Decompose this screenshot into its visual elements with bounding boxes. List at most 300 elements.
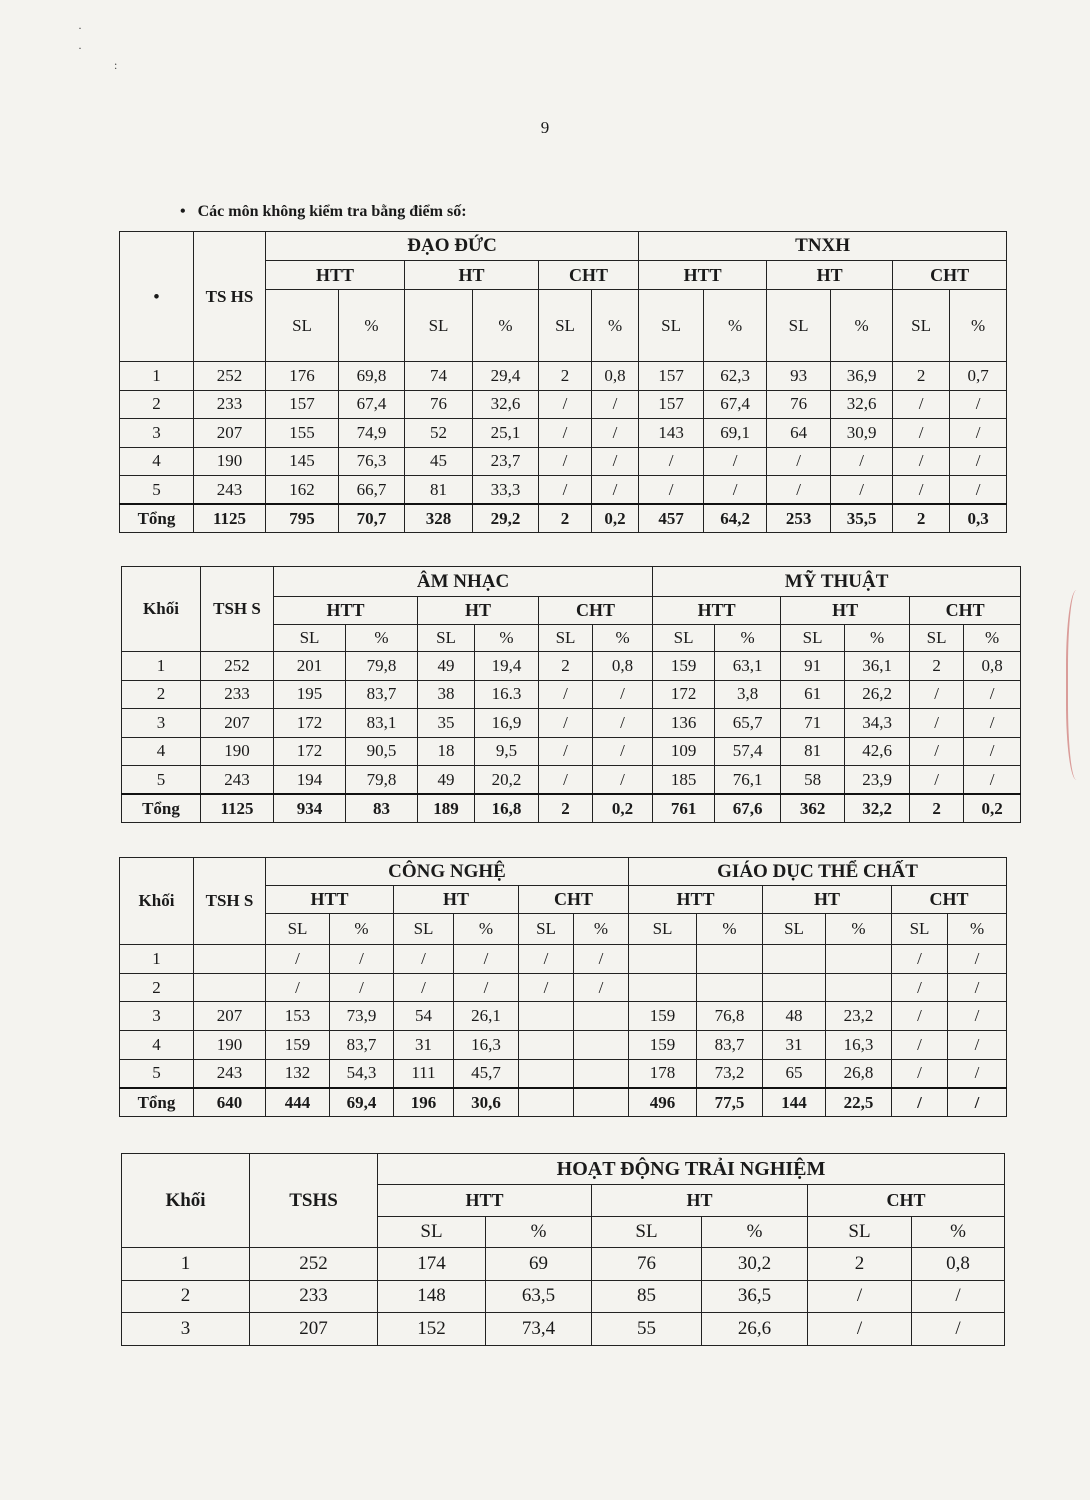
table-cell: 83,7 xyxy=(697,1031,763,1060)
khoi-header: Khối xyxy=(120,858,194,945)
table-cell: 934 xyxy=(274,794,346,823)
table-cell: 73,2 xyxy=(697,1059,763,1088)
table-cell: / xyxy=(639,476,704,505)
table-cell: 76,1 xyxy=(715,766,781,795)
table-row xyxy=(122,680,1021,709)
table-cell: 64 xyxy=(767,419,831,448)
table-cell: / xyxy=(831,476,893,505)
table-cell: 0,8 xyxy=(593,652,653,681)
level-header: HTT xyxy=(274,597,418,625)
corner-cell: • xyxy=(120,232,194,362)
level-header: CHT xyxy=(519,886,629,914)
grade-cell: 2 xyxy=(120,390,194,419)
table-cell: 90,5 xyxy=(346,737,418,766)
table-cell: 81 xyxy=(405,476,473,505)
table-row xyxy=(122,766,1021,795)
grade-cell: 5 xyxy=(120,476,194,505)
table-cell: / xyxy=(950,419,1007,448)
scan-dots: : xyxy=(114,58,118,72)
sub-header: % xyxy=(950,290,1007,362)
table-cell: 16,3 xyxy=(454,1031,519,1060)
table-cell: 2 xyxy=(539,504,592,533)
table-cell: / xyxy=(892,945,948,974)
table-row xyxy=(122,709,1021,738)
sub-header: SL xyxy=(653,625,715,652)
sub-header: SL xyxy=(519,914,574,945)
sub-header: SL xyxy=(394,914,454,945)
tshs-header: TSHS xyxy=(250,1154,378,1248)
table-cell: 79,8 xyxy=(346,766,418,795)
table-cell: 159 xyxy=(629,1002,697,1031)
table-cell: 25,1 xyxy=(473,419,539,448)
table-cell: 57,4 xyxy=(715,737,781,766)
grade-cell: 1 xyxy=(120,362,194,391)
level-header: CHT xyxy=(539,261,639,290)
sub-header: SL xyxy=(266,914,330,945)
table-cell: 2 xyxy=(910,794,964,823)
table-cell: / xyxy=(539,737,593,766)
table-cell: 70,7 xyxy=(339,504,405,533)
table-cell: 233 xyxy=(201,680,274,709)
grade-cell: 4 xyxy=(120,447,194,476)
table-cell: / xyxy=(950,476,1007,505)
table-cell: 45 xyxy=(405,447,473,476)
table-row xyxy=(122,1280,1005,1313)
table-cell xyxy=(697,945,763,974)
total-row xyxy=(120,1088,1007,1117)
table-cell: / xyxy=(910,766,964,795)
grade-cell: 5 xyxy=(120,1059,194,1088)
table-cell: 243 xyxy=(194,1059,266,1088)
table-cell: 159 xyxy=(629,1031,697,1060)
level-header: CHT xyxy=(808,1185,1005,1217)
table-cell: / xyxy=(592,476,639,505)
sub-header: % xyxy=(702,1217,808,1248)
sub-header: % xyxy=(330,914,394,945)
level-header: HTT xyxy=(266,886,394,914)
sub-header: % xyxy=(346,625,418,652)
table-cell: / xyxy=(948,1059,1007,1088)
table-cell: 328 xyxy=(405,504,473,533)
level-header: HTT xyxy=(629,886,763,914)
table-cell: 83 xyxy=(346,794,418,823)
table-cell: 0,8 xyxy=(964,652,1021,681)
table-cell: 54,3 xyxy=(330,1059,394,1088)
table-cell: / xyxy=(330,973,394,1002)
table-cell: 761 xyxy=(653,794,715,823)
table-cell xyxy=(629,973,697,1002)
table-cell: 174 xyxy=(378,1248,486,1281)
table-cell: 243 xyxy=(194,476,266,505)
table-cell: 178 xyxy=(629,1059,697,1088)
table-cell: 16,3 xyxy=(826,1031,892,1060)
table-cell: 26,1 xyxy=(454,1002,519,1031)
subject-header: GIÁO DỤC THỂ CHẤT xyxy=(629,858,1007,886)
table-cell: 35 xyxy=(418,709,475,738)
table-cell: 0,3 xyxy=(950,504,1007,533)
table-cell: 22,5 xyxy=(826,1088,892,1117)
table-cell: / xyxy=(964,680,1021,709)
table-cell: 74 xyxy=(405,362,473,391)
table-cell: 2 xyxy=(539,794,593,823)
table-cell: 81 xyxy=(781,737,845,766)
table-cell: / xyxy=(964,766,1021,795)
table-cell: 91 xyxy=(781,652,845,681)
table-cell: 62,3 xyxy=(704,362,767,391)
table-cell: 496 xyxy=(629,1088,697,1117)
sub-header: % xyxy=(593,625,653,652)
table-cell: / xyxy=(454,945,519,974)
table-cell: / xyxy=(519,945,574,974)
table-cell: 23,2 xyxy=(826,1002,892,1031)
table-cell: 189 xyxy=(418,794,475,823)
table-cell: 93 xyxy=(767,362,831,391)
table-cell: 207 xyxy=(194,419,266,448)
table-cell xyxy=(629,945,697,974)
table-cell: 31 xyxy=(763,1031,826,1060)
level-header: HTT xyxy=(266,261,405,290)
bullet-icon: • xyxy=(180,203,186,220)
table-cell: 33,3 xyxy=(473,476,539,505)
table-cell: / xyxy=(454,973,519,1002)
table-cell: 66,7 xyxy=(339,476,405,505)
level-header: HT xyxy=(405,261,539,290)
table-cell: 243 xyxy=(201,766,274,795)
subject-header: ĐẠO ĐỨC xyxy=(266,232,639,261)
sub-header: % xyxy=(948,914,1007,945)
sub-header: SL xyxy=(781,625,845,652)
table-cell: 32,6 xyxy=(831,390,893,419)
table-cell: 26,6 xyxy=(702,1313,808,1346)
sub-header: SL xyxy=(378,1217,486,1248)
grade-cell: Tổng xyxy=(120,504,194,533)
red-seal-edge xyxy=(1066,590,1090,780)
table-cell: / xyxy=(394,945,454,974)
sub-header: % xyxy=(845,625,910,652)
table-cell: 19,4 xyxy=(475,652,539,681)
table-row xyxy=(120,1059,1007,1088)
table-cell: 73,4 xyxy=(486,1313,592,1346)
table-cell: / xyxy=(808,1280,912,1313)
level-header: HT xyxy=(767,261,893,290)
table-cell: / xyxy=(539,680,593,709)
sub-header: SL xyxy=(808,1217,912,1248)
table-cell: 58 xyxy=(781,766,845,795)
sub-header: SL xyxy=(539,625,593,652)
table-cell xyxy=(826,973,892,1002)
table-cell: / xyxy=(892,1031,948,1060)
sub-header: SL xyxy=(405,290,473,362)
sub-header: SL xyxy=(266,290,339,362)
table-cell: 2 xyxy=(808,1248,912,1281)
table-cell: 190 xyxy=(201,737,274,766)
table-cell: 63,5 xyxy=(486,1280,592,1313)
sub-header: % xyxy=(475,625,539,652)
table-cell xyxy=(574,1059,629,1088)
table-cell: 63,1 xyxy=(715,652,781,681)
table-cell: 444 xyxy=(266,1088,330,1117)
table-cell: 35,5 xyxy=(831,504,893,533)
table-cell: / xyxy=(948,973,1007,1002)
table-cell: / xyxy=(539,476,592,505)
table-cell xyxy=(574,1002,629,1031)
sub-header: SL xyxy=(418,625,475,652)
table-cell: / xyxy=(893,390,950,419)
table-cell: 155 xyxy=(266,419,339,448)
table-cell: 0,8 xyxy=(912,1248,1005,1281)
table-cell: / xyxy=(593,766,653,795)
table-cell: 32,2 xyxy=(845,794,910,823)
table-cell: / xyxy=(964,737,1021,766)
table-cell: / xyxy=(266,945,330,974)
table-cell xyxy=(763,945,826,974)
scan-dots: · · xyxy=(78,21,82,55)
table-cell: 30,9 xyxy=(831,419,893,448)
table-cell: 67,6 xyxy=(715,794,781,823)
table-cell: 196 xyxy=(394,1088,454,1117)
grade-cell: 1 xyxy=(120,945,194,974)
table-cell: 153 xyxy=(266,1002,330,1031)
section-heading xyxy=(180,203,467,221)
grade-cell: Tổng xyxy=(122,794,201,823)
table-cell: 16,8 xyxy=(475,794,539,823)
subject-header: CÔNG NGHỆ xyxy=(266,858,629,886)
table-cell: 69,8 xyxy=(339,362,405,391)
table-cell: / xyxy=(950,447,1007,476)
table-cell: / xyxy=(893,447,950,476)
table-row xyxy=(120,390,1007,419)
table-cell: / xyxy=(964,709,1021,738)
table-cell: 31 xyxy=(394,1031,454,1060)
table-cell: / xyxy=(912,1313,1005,1346)
sub-header: % xyxy=(831,290,893,362)
table-cell: 9,5 xyxy=(475,737,539,766)
level-header: CHT xyxy=(910,597,1021,625)
table-cell: 83,7 xyxy=(330,1031,394,1060)
table-cell xyxy=(519,1031,574,1060)
table-cell: 159 xyxy=(266,1031,330,1060)
table-cell: / xyxy=(593,737,653,766)
table-cell: 172 xyxy=(274,737,346,766)
table-row xyxy=(122,652,1021,681)
table-cell: 176 xyxy=(266,362,339,391)
table-cell: 18 xyxy=(418,737,475,766)
table-cell: / xyxy=(394,973,454,1002)
table-cell: 36,5 xyxy=(702,1280,808,1313)
table-cell: 1125 xyxy=(201,794,274,823)
table-cell: 76 xyxy=(592,1248,702,1281)
sub-header: % xyxy=(704,290,767,362)
level-header: CHT xyxy=(539,597,653,625)
table-cell: 194 xyxy=(274,766,346,795)
table-cell: / xyxy=(330,945,394,974)
sub-header: % xyxy=(964,625,1021,652)
level-header: HTT xyxy=(653,597,781,625)
table-cell: / xyxy=(892,973,948,1002)
table-cell: / xyxy=(539,766,593,795)
table-cell: 190 xyxy=(194,447,266,476)
table-cell: 162 xyxy=(266,476,339,505)
table-cell: 0,2 xyxy=(592,504,639,533)
table-cell xyxy=(826,945,892,974)
table-cell: / xyxy=(808,1313,912,1346)
table-cell: 3,8 xyxy=(715,680,781,709)
table-cell xyxy=(194,945,266,974)
table-cell: / xyxy=(704,476,767,505)
table-cell: / xyxy=(948,1002,1007,1031)
table-cell: 0,7 xyxy=(950,362,1007,391)
table-cell: 2 xyxy=(893,504,950,533)
table-cell: / xyxy=(574,945,629,974)
table-cell: 45,7 xyxy=(454,1059,519,1088)
level-header: HT xyxy=(763,886,892,914)
khoi-header: Khối xyxy=(122,1154,250,1248)
table-cell: 157 xyxy=(639,390,704,419)
table-row xyxy=(120,447,1007,476)
table-cell: 109 xyxy=(653,737,715,766)
table-cell: 640 xyxy=(194,1088,266,1117)
table-cell: 201 xyxy=(274,652,346,681)
table-cell: 32,6 xyxy=(473,390,539,419)
table-cell: 54 xyxy=(394,1002,454,1031)
table-cell: 0,8 xyxy=(592,362,639,391)
table-cell xyxy=(697,973,763,1002)
table-row xyxy=(122,1248,1005,1281)
table-cell: / xyxy=(592,390,639,419)
table-cell: 233 xyxy=(250,1280,378,1313)
table-cell: 69,4 xyxy=(330,1088,394,1117)
table-cell: 16.3 xyxy=(475,680,539,709)
subject-header: TNXH xyxy=(639,232,1007,261)
table-row xyxy=(120,1002,1007,1031)
table-cell: 65,7 xyxy=(715,709,781,738)
level-header: HTT xyxy=(639,261,767,290)
grade-cell: 4 xyxy=(120,1031,194,1060)
table-cell: / xyxy=(539,447,592,476)
sub-header: SL xyxy=(639,290,704,362)
table-cell: 148 xyxy=(378,1280,486,1313)
table-cell xyxy=(763,973,826,1002)
table-cell: 76,8 xyxy=(697,1002,763,1031)
table-row xyxy=(122,737,1021,766)
table-cell: / xyxy=(266,973,330,1002)
sub-header: % xyxy=(697,914,763,945)
table-cell: / xyxy=(831,447,893,476)
table-cell xyxy=(574,1031,629,1060)
level-header: HTT xyxy=(378,1185,592,1217)
table-row xyxy=(120,1031,1007,1060)
table-cell xyxy=(519,1002,574,1031)
sub-header: % xyxy=(592,290,639,362)
grade-cell: 4 xyxy=(122,737,201,766)
table-row xyxy=(120,362,1007,391)
table-cell: 76 xyxy=(767,390,831,419)
table-cong-nghe-gdtc xyxy=(119,857,1007,1117)
table-cell xyxy=(574,1088,629,1117)
table-cell: 1125 xyxy=(194,504,266,533)
table-cell: 76 xyxy=(405,390,473,419)
table-cell: 144 xyxy=(763,1088,826,1117)
table-dao-duc-tnxh xyxy=(119,231,1007,533)
table-cell: / xyxy=(948,1031,1007,1060)
sub-header: % xyxy=(715,625,781,652)
sub-header: % xyxy=(826,914,892,945)
table-cell: 36,9 xyxy=(831,362,893,391)
table-cell: / xyxy=(539,390,592,419)
grade-cell: 3 xyxy=(122,1313,250,1346)
table-cell: 36,1 xyxy=(845,652,910,681)
table-cell: 29,2 xyxy=(473,504,539,533)
sub-header: % xyxy=(912,1217,1005,1248)
grade-cell: 2 xyxy=(122,680,201,709)
level-header: HT xyxy=(592,1185,808,1217)
grade-cell: 5 xyxy=(122,766,201,795)
level-header: CHT xyxy=(893,261,1007,290)
table-cell: 64,2 xyxy=(704,504,767,533)
table-cell: 83,7 xyxy=(346,680,418,709)
sub-header: SL xyxy=(629,914,697,945)
table-cell: 195 xyxy=(274,680,346,709)
sub-header: SL xyxy=(539,290,592,362)
table-cell: 49 xyxy=(418,652,475,681)
table-cell: 207 xyxy=(201,709,274,738)
table-cell: 172 xyxy=(653,680,715,709)
level-header: CHT xyxy=(892,886,1007,914)
table-cell: 69 xyxy=(486,1248,592,1281)
table-cell: 457 xyxy=(639,504,704,533)
table-cell: 795 xyxy=(266,504,339,533)
table-row xyxy=(120,945,1007,974)
table-cell: 2 xyxy=(910,652,964,681)
table-cell: 61 xyxy=(781,680,845,709)
ts-hs-header: TS HS xyxy=(194,232,266,362)
section-heading-text: Các môn không kiểm tra bằng điểm số: xyxy=(197,203,467,220)
subject-header: ÂM NHẠC xyxy=(274,567,653,597)
level-header: HT xyxy=(418,597,539,625)
sub-header: % xyxy=(486,1217,592,1248)
table-cell: 2 xyxy=(539,652,593,681)
table-cell: / xyxy=(950,390,1007,419)
table-cell: 67,4 xyxy=(339,390,405,419)
table-cell: 172 xyxy=(274,709,346,738)
level-header: HT xyxy=(394,886,519,914)
table-cell: / xyxy=(574,973,629,1002)
table-cell: 76,3 xyxy=(339,447,405,476)
table-cell: 159 xyxy=(653,652,715,681)
table-cell: 85 xyxy=(592,1280,702,1313)
table-cell: 79,8 xyxy=(346,652,418,681)
sub-header: % xyxy=(574,914,629,945)
table-cell: / xyxy=(893,419,950,448)
sub-header: % xyxy=(454,914,519,945)
table-cell: / xyxy=(592,447,639,476)
table-cell: / xyxy=(539,709,593,738)
table-cell: 30,2 xyxy=(702,1248,808,1281)
table-cell: 23,9 xyxy=(845,766,910,795)
table-cell: 157 xyxy=(639,362,704,391)
table-cell: / xyxy=(893,476,950,505)
table-cell xyxy=(519,1088,574,1117)
table-cell: / xyxy=(639,447,704,476)
table-cell: 73,9 xyxy=(330,1002,394,1031)
level-header: HT xyxy=(781,597,910,625)
sub-header: % xyxy=(339,290,405,362)
table-cell: 2 xyxy=(893,362,950,391)
table-cell: 16,9 xyxy=(475,709,539,738)
table-cell: / xyxy=(948,1088,1007,1117)
grade-cell: 3 xyxy=(120,1002,194,1031)
total-row xyxy=(122,794,1021,823)
